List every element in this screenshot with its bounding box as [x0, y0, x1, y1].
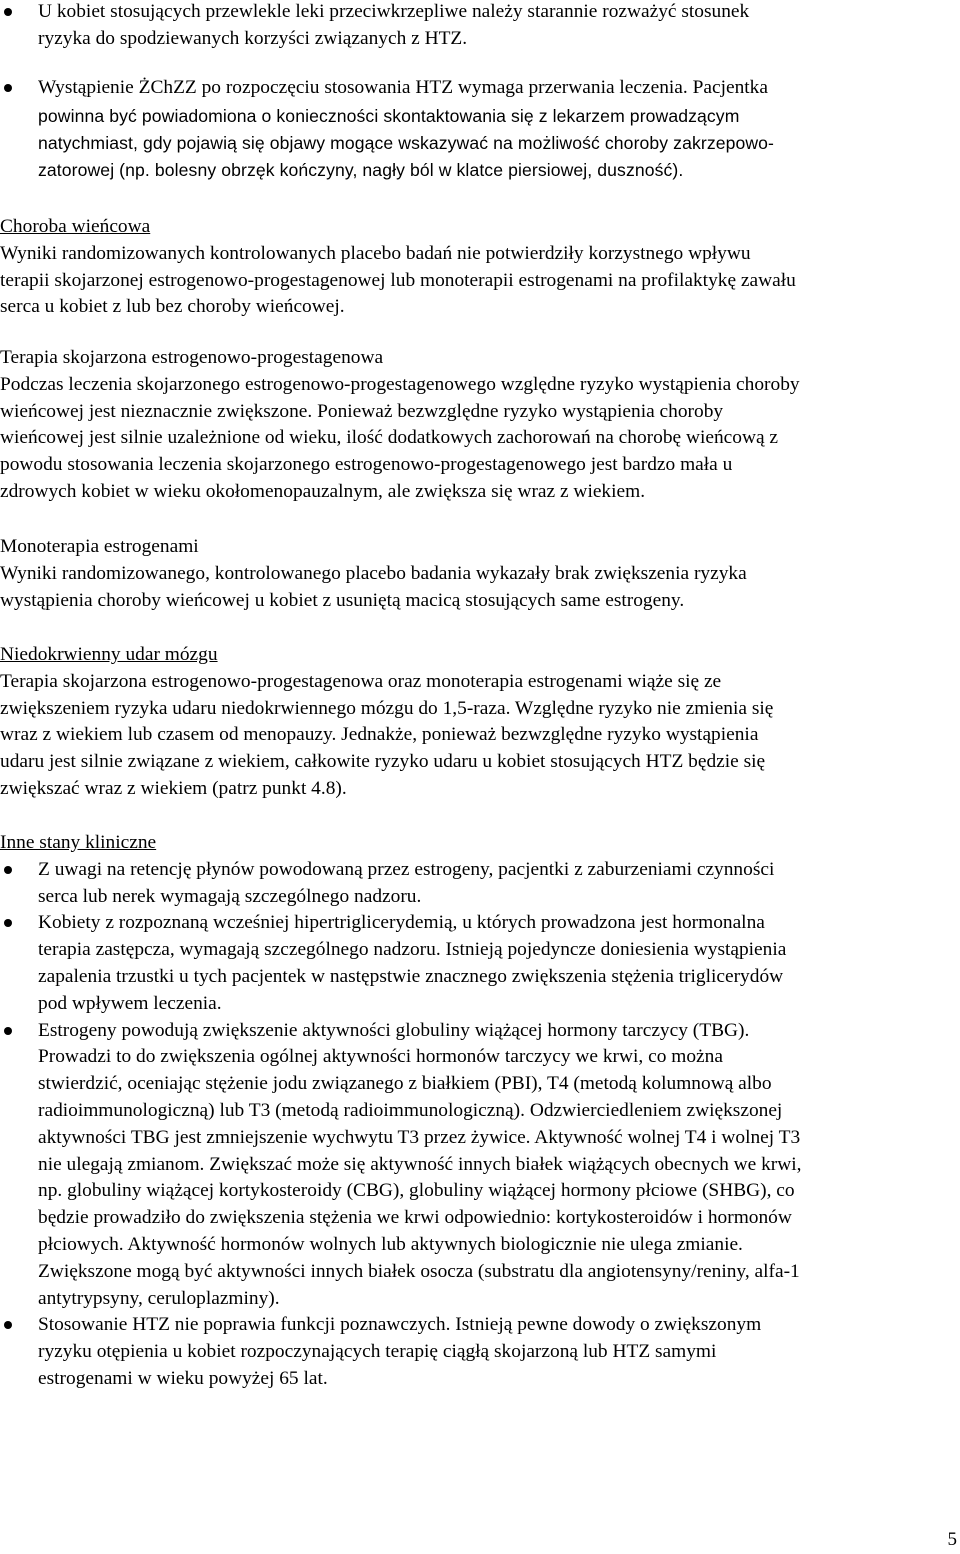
bullet-line: Stosowanie HTZ nie poprawia funkcji poznawczych. Istnieją pewne dowody o zwiększonym — [38, 1314, 762, 1336]
paragraph-line: Wyniki randomizowanego, kontrolowanego placebo badania wykazały brak zwiększenia ryzyka — [0, 562, 747, 584]
bullet-line: estrogenami w wieku powyżej 65 lat. — [38, 1367, 328, 1389]
list-item — [0, 0, 960, 53]
top-bullet-list — [0, 0, 960, 53]
bullet-line: antytrypsyny, ceruloplazminy). — [38, 1287, 280, 1309]
paragraph-line: wraz z wiekiem lub czasem od menopauzy. Jednakże, ponieważ bezwzględne ryzyko wystąpienia — [0, 724, 759, 746]
conditions-bullet-list — [0, 857, 960, 1393]
section-heading: Inne stany kliniczne — [0, 832, 157, 853]
paragraph-line: wieńcowej jest silnie uzależnione od wieku, ilość dodatkowych zachorowań na chorobę wieńcową z — [0, 427, 779, 449]
list-item — [0, 910, 960, 1017]
section-coronary — [0, 214, 960, 321]
bullet-line: Kobiety z rozpoznaną wcześniej hipertriglicerydemią, u których prowadzona jest hormonalna — [38, 912, 765, 934]
section-combined-therapy — [0, 345, 960, 506]
bullet-line: Prowadzi to do zwiększenia ogólnej aktywności hormonów tarczycy we krwi, co można — [38, 1046, 723, 1068]
bullet-line: Estrogeny powodują zwiększenie aktywności globuliny wiążącej hormony tarczycy (TBG). — [38, 1019, 750, 1041]
paragraph-line: udaru jest silnie związane z wiekiem, całkowite ryzyko udaru u kobiet stosujących HTZ będzie się — [0, 751, 766, 773]
bullet-line: np. globuliny wiążącej kortykosteroidy (CBG), globuliny wiążącej hormony płciowe (SHBG), co — [38, 1180, 795, 1202]
section-heading: Niedokrwienny udar mózgu — [0, 644, 218, 665]
paragraph-line: Terapia skojarzona estrogenowo-progestagenowa oraz monoterapia estrogenami wiąże się ze — [0, 670, 722, 692]
list-item — [0, 75, 960, 102]
section-monotherapy — [0, 534, 960, 614]
paragraph-line: zwiększać wraz z wiekiem (patrz punkt 4.8). — [0, 777, 347, 799]
bullet-line — [38, 75, 960, 102]
paragraph-line: Podczas leczenia skojarzonego estrogenowo-progestagenowego względne ryzyko wystąpienia choroby — [0, 373, 800, 395]
bullet-line: ryzyka do spodziewanych korzyści związanych z HTZ. — [38, 27, 468, 49]
bullet-line: Z uwagi na retencję płynów powodowaną przez estrogeny, pacjentki z zaburzeniami czynności — [38, 858, 775, 880]
bullet-continuation — [0, 103, 960, 183]
bullet-line: ryzyku otępienia u kobiet rozpoczynających terapię ciągłą skojarzoną lub HTZ samymi — [38, 1341, 717, 1363]
paragraph-line: Wyniki randomizowanych kontrolowanych placebo badań nie potwierdziły korzystnego wpływu — [0, 242, 751, 264]
bullet-line: radioimmunologiczną) lub T3 (metodą radioimmunologiczną). Odzwierciedleniem zwiększonej — [38, 1099, 783, 1121]
bullet-line: nie ulegają zmianom. Zwiększać może się aktywność innych białek wiążących obecnych we krwi, — [38, 1153, 802, 1175]
paragraph-line: wieńcowej jest nieznacznie zwiększone. Ponieważ bezwzględne ryzyko wystąpienia choroby — [0, 400, 724, 422]
bullet-line: aktywności TBG jest zmniejszenie wychwytu T3 przez żywice. Aktywność wolnej T4 i wolnej T3 — [38, 1126, 801, 1148]
paragraph-line: zwiększeniem ryzyka udaru niedokrwiennego mózgu do 1,5-raza. Względne ryzyko nie zmienia się — [0, 697, 774, 719]
bullet-line: zapalenia trzustki u tych pacjentek w następstwie znacznego zwiększenia stężenia triglicerydów — [38, 965, 784, 987]
bullet-line: Zwiększone mogą być aktywności innych białek osocza (substratu dla angiotensyny/reniny, alfa-1 — [38, 1260, 800, 1282]
bullet-line: serca lub nerek wymagają szczególnego nadzoru. — [38, 885, 422, 907]
list-item — [0, 857, 960, 911]
bullet-line: U kobiet stosujących przewlekle leki przeciwkrzepliwe należy starannie rozważyć stosunek — [38, 1, 750, 22]
section-heading: Choroba wieńcowa — [0, 216, 151, 237]
paragraph-line: powodu stosowania leczenia skojarzonego estrogenowo-progestagenowego jest bardzo mała u — [0, 454, 733, 476]
bullet-line: pod wpływem leczenia. — [38, 992, 222, 1014]
paragraph-line: serca u kobiet z lub bez choroby wieńcowej. — [0, 296, 345, 318]
subsection-heading: Monoterapia estrogenami — [0, 536, 199, 557]
subsection-heading: Terapia skojarzona estrogenowo-progestagenowa — [0, 347, 384, 368]
paragraph-line: zdrowych kobiet w wieku okołomenopauzalnym, ale zwiększa się wraz z wiekiem. — [0, 480, 646, 502]
list-item — [0, 1312, 960, 1392]
section-stroke — [0, 642, 960, 803]
bullet-line: płciowych. Aktywność hormonów wolnych lub aktywnych biologicznie nie ulega zmianie. — [38, 1233, 743, 1255]
bullet-line-serif: Wystąpienie ŻChZZ po rozpoczęciu stosowania HTZ wymaga przerwania leczenia. Pacjentka — [38, 77, 768, 98]
bullet-line: natychmiast, gdy pojawią się objawy mogące wskazywać na możliwość choroby zakrzepowo- — [38, 132, 775, 153]
section-other-conditions — [0, 830, 960, 1393]
top-bullet-list-2 — [0, 75, 960, 102]
page-number: 5 — [947, 1529, 957, 1550]
bullet-line: zatorowej (np. bolesny obrzęk kończyny, nagły ból w klatce piersiowej, duszność). — [38, 159, 684, 180]
bullet-line: terapia zastępcza, wymagają szczególnego nadzoru. Istnieją pojedyncze doniesienia wystąpienia — [38, 939, 787, 961]
bullet-line: powinna być powiadomiona o konieczności skontaktowania się z lekarzem prowadzącym — [38, 106, 740, 126]
bullet-line: stwierdzić, oceniając stężenie jodu związanego z białkiem (PBI), T4 (metodą kolumnową albo — [38, 1073, 772, 1095]
paragraph-line: wystąpienia choroby wieńcowej u kobiet z usuniętą macicą stosujących same estrogeny. — [0, 589, 685, 611]
paragraph-line: terapii skojarzonej estrogenowo-progestagenowej lub monoterapii estrogenami na profilaktykę zawału — [0, 269, 796, 291]
bullet-line: będzie prowadziło do zwiększenia stężenia we krwi odpowiednio: kortykosteroidów i hormonów — [38, 1207, 792, 1229]
list-item — [0, 1018, 960, 1313]
